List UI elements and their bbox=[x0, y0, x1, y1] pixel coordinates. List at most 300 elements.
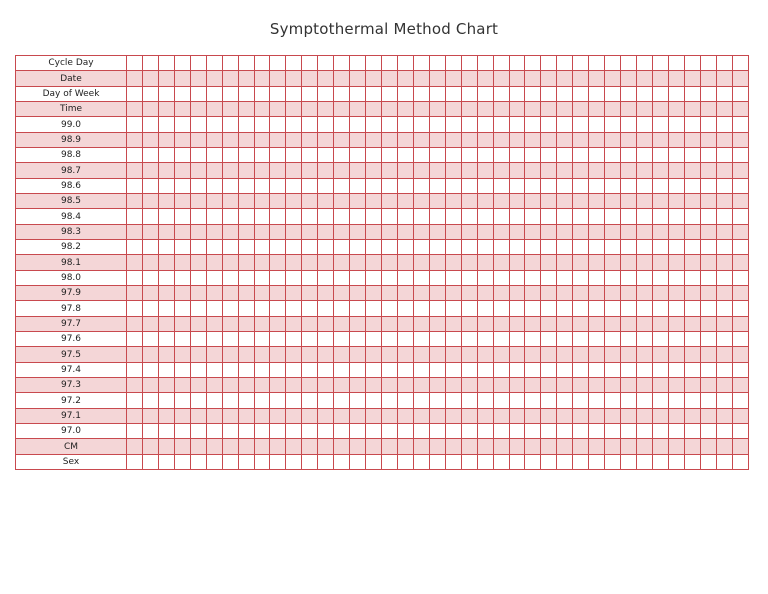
day-cell[interactable] bbox=[732, 286, 748, 301]
day-cell[interactable] bbox=[509, 271, 525, 286]
day-cell[interactable] bbox=[286, 378, 302, 393]
day-cell[interactable] bbox=[557, 455, 573, 470]
day-cell[interactable] bbox=[589, 393, 605, 409]
day-cell[interactable] bbox=[158, 255, 174, 271]
day-cell[interactable] bbox=[652, 179, 668, 194]
day-cell[interactable] bbox=[541, 163, 557, 179]
day-cell[interactable] bbox=[238, 424, 254, 439]
day-cell[interactable] bbox=[637, 409, 653, 424]
day-cell[interactable] bbox=[190, 332, 206, 347]
day-cell[interactable] bbox=[732, 255, 748, 271]
day-cell[interactable] bbox=[461, 240, 477, 255]
day-cell[interactable] bbox=[318, 439, 334, 455]
day-cell[interactable] bbox=[700, 455, 716, 470]
day-cell[interactable] bbox=[573, 424, 589, 439]
day-cell[interactable] bbox=[700, 209, 716, 225]
day-cell[interactable] bbox=[222, 71, 238, 87]
day-cell[interactable] bbox=[382, 409, 398, 424]
day-cell[interactable] bbox=[700, 179, 716, 194]
day-cell[interactable] bbox=[732, 102, 748, 117]
day-cell[interactable] bbox=[589, 332, 605, 347]
day-cell[interactable] bbox=[254, 71, 270, 87]
day-cell[interactable] bbox=[541, 71, 557, 87]
day-cell[interactable] bbox=[302, 133, 318, 148]
day-cell[interactable] bbox=[382, 393, 398, 409]
day-cell[interactable] bbox=[445, 393, 461, 409]
day-cell[interactable] bbox=[493, 301, 509, 317]
day-cell[interactable] bbox=[493, 117, 509, 133]
day-cell[interactable] bbox=[318, 271, 334, 286]
day-cell[interactable] bbox=[286, 317, 302, 332]
day-cell[interactable] bbox=[509, 378, 525, 393]
day-cell[interactable] bbox=[573, 117, 589, 133]
day-cell[interactable] bbox=[206, 378, 222, 393]
day-cell[interactable] bbox=[174, 286, 190, 301]
day-cell[interactable] bbox=[429, 209, 445, 225]
day-cell[interactable] bbox=[350, 56, 366, 71]
day-cell[interactable] bbox=[318, 347, 334, 363]
day-cell[interactable] bbox=[254, 209, 270, 225]
day-cell[interactable] bbox=[621, 347, 637, 363]
day-cell[interactable] bbox=[589, 271, 605, 286]
day-cell[interactable] bbox=[397, 56, 413, 71]
day-cell[interactable] bbox=[350, 393, 366, 409]
day-cell[interactable] bbox=[700, 148, 716, 163]
day-cell[interactable] bbox=[541, 439, 557, 455]
day-cell[interactable] bbox=[477, 347, 493, 363]
day-cell[interactable] bbox=[605, 148, 621, 163]
day-cell[interactable] bbox=[445, 363, 461, 378]
day-cell[interactable] bbox=[286, 363, 302, 378]
day-cell[interactable] bbox=[637, 286, 653, 301]
day-cell[interactable] bbox=[477, 255, 493, 271]
day-cell[interactable] bbox=[668, 194, 684, 209]
day-cell[interactable] bbox=[589, 347, 605, 363]
day-cell[interactable] bbox=[461, 286, 477, 301]
day-cell[interactable] bbox=[302, 332, 318, 347]
day-cell[interactable] bbox=[525, 301, 541, 317]
day-cell[interactable] bbox=[652, 194, 668, 209]
day-cell[interactable] bbox=[222, 225, 238, 240]
day-cell[interactable] bbox=[652, 209, 668, 225]
day-cell[interactable] bbox=[158, 455, 174, 470]
day-cell[interactable] bbox=[397, 179, 413, 194]
day-cell[interactable] bbox=[509, 317, 525, 332]
day-cell[interactable] bbox=[477, 71, 493, 87]
day-cell[interactable] bbox=[477, 117, 493, 133]
day-cell[interactable] bbox=[270, 409, 286, 424]
day-cell[interactable] bbox=[445, 286, 461, 301]
day-cell[interactable] bbox=[206, 255, 222, 271]
day-cell[interactable] bbox=[557, 393, 573, 409]
day-cell[interactable] bbox=[190, 102, 206, 117]
day-cell[interactable] bbox=[509, 332, 525, 347]
day-cell[interactable] bbox=[270, 286, 286, 301]
day-cell[interactable] bbox=[652, 455, 668, 470]
day-cell[interactable] bbox=[509, 56, 525, 71]
day-cell[interactable] bbox=[461, 347, 477, 363]
day-cell[interactable] bbox=[525, 102, 541, 117]
day-cell[interactable] bbox=[493, 271, 509, 286]
day-cell[interactable] bbox=[589, 102, 605, 117]
day-cell[interactable] bbox=[397, 332, 413, 347]
day-cell[interactable] bbox=[477, 148, 493, 163]
day-cell[interactable] bbox=[557, 271, 573, 286]
day-cell[interactable] bbox=[573, 286, 589, 301]
day-cell[interactable] bbox=[366, 71, 382, 87]
day-cell[interactable] bbox=[509, 301, 525, 317]
day-cell[interactable] bbox=[477, 439, 493, 455]
day-cell[interactable] bbox=[190, 378, 206, 393]
day-cell[interactable] bbox=[350, 255, 366, 271]
day-cell[interactable] bbox=[429, 240, 445, 255]
day-cell[interactable] bbox=[413, 439, 429, 455]
day-cell[interactable] bbox=[493, 332, 509, 347]
day-cell[interactable] bbox=[286, 225, 302, 240]
day-cell[interactable] bbox=[366, 240, 382, 255]
day-cell[interactable] bbox=[621, 255, 637, 271]
day-cell[interactable] bbox=[206, 102, 222, 117]
day-cell[interactable] bbox=[238, 163, 254, 179]
day-cell[interactable] bbox=[541, 378, 557, 393]
day-cell[interactable] bbox=[254, 87, 270, 102]
day-cell[interactable] bbox=[684, 56, 700, 71]
day-cell[interactable] bbox=[477, 56, 493, 71]
day-cell[interactable] bbox=[684, 71, 700, 87]
day-cell[interactable] bbox=[413, 56, 429, 71]
day-cell[interactable] bbox=[557, 240, 573, 255]
day-cell[interactable] bbox=[652, 117, 668, 133]
day-cell[interactable] bbox=[509, 409, 525, 424]
day-cell[interactable] bbox=[477, 393, 493, 409]
day-cell[interactable] bbox=[397, 409, 413, 424]
day-cell[interactable] bbox=[270, 393, 286, 409]
day-cell[interactable] bbox=[716, 286, 732, 301]
day-cell[interactable] bbox=[589, 255, 605, 271]
day-cell[interactable] bbox=[302, 225, 318, 240]
day-cell[interactable] bbox=[238, 378, 254, 393]
day-cell[interactable] bbox=[222, 424, 238, 439]
day-cell[interactable] bbox=[525, 194, 541, 209]
day-cell[interactable] bbox=[541, 363, 557, 378]
day-cell[interactable] bbox=[190, 271, 206, 286]
day-cell[interactable] bbox=[222, 117, 238, 133]
day-cell[interactable] bbox=[684, 209, 700, 225]
day-cell[interactable] bbox=[238, 56, 254, 71]
day-cell[interactable] bbox=[286, 148, 302, 163]
day-cell[interactable] bbox=[413, 148, 429, 163]
day-cell[interactable] bbox=[637, 347, 653, 363]
day-cell[interactable] bbox=[286, 87, 302, 102]
day-cell[interactable] bbox=[222, 102, 238, 117]
day-cell[interactable] bbox=[174, 56, 190, 71]
day-cell[interactable] bbox=[621, 240, 637, 255]
day-cell[interactable] bbox=[637, 71, 653, 87]
day-cell[interactable] bbox=[318, 286, 334, 301]
day-cell[interactable] bbox=[652, 409, 668, 424]
day-cell[interactable] bbox=[525, 409, 541, 424]
day-cell[interactable] bbox=[477, 424, 493, 439]
day-cell[interactable] bbox=[493, 286, 509, 301]
day-cell[interactable] bbox=[509, 117, 525, 133]
day-cell[interactable] bbox=[238, 87, 254, 102]
day-cell[interactable] bbox=[238, 102, 254, 117]
day-cell[interactable] bbox=[700, 71, 716, 87]
day-cell[interactable] bbox=[445, 56, 461, 71]
day-cell[interactable] bbox=[397, 301, 413, 317]
day-cell[interactable] bbox=[127, 286, 143, 301]
day-cell[interactable] bbox=[573, 225, 589, 240]
day-cell[interactable] bbox=[493, 424, 509, 439]
day-cell[interactable] bbox=[732, 56, 748, 71]
day-cell[interactable] bbox=[334, 393, 350, 409]
day-cell[interactable] bbox=[366, 225, 382, 240]
day-cell[interactable] bbox=[413, 102, 429, 117]
day-cell[interactable] bbox=[382, 332, 398, 347]
day-cell[interactable] bbox=[700, 439, 716, 455]
day-cell[interactable] bbox=[477, 179, 493, 194]
day-cell[interactable] bbox=[732, 225, 748, 240]
day-cell[interactable] bbox=[158, 363, 174, 378]
day-cell[interactable] bbox=[621, 271, 637, 286]
day-cell[interactable] bbox=[382, 225, 398, 240]
day-cell[interactable] bbox=[270, 347, 286, 363]
day-cell[interactable] bbox=[652, 240, 668, 255]
day-cell[interactable] bbox=[652, 317, 668, 332]
day-cell[interactable] bbox=[637, 225, 653, 240]
day-cell[interactable] bbox=[206, 301, 222, 317]
day-cell[interactable] bbox=[652, 347, 668, 363]
day-cell[interactable] bbox=[127, 240, 143, 255]
day-cell[interactable] bbox=[222, 271, 238, 286]
day-cell[interactable] bbox=[350, 133, 366, 148]
day-cell[interactable] bbox=[142, 393, 158, 409]
day-cell[interactable] bbox=[413, 255, 429, 271]
day-cell[interactable] bbox=[477, 271, 493, 286]
day-cell[interactable] bbox=[429, 347, 445, 363]
day-cell[interactable] bbox=[350, 194, 366, 209]
day-cell[interactable] bbox=[382, 194, 398, 209]
day-cell[interactable] bbox=[366, 393, 382, 409]
day-cell[interactable] bbox=[142, 148, 158, 163]
day-cell[interactable] bbox=[589, 409, 605, 424]
day-cell[interactable] bbox=[222, 133, 238, 148]
day-cell[interactable] bbox=[716, 117, 732, 133]
day-cell[interactable] bbox=[174, 87, 190, 102]
day-cell[interactable] bbox=[668, 56, 684, 71]
day-cell[interactable] bbox=[477, 286, 493, 301]
day-cell[interactable] bbox=[174, 255, 190, 271]
day-cell[interactable] bbox=[366, 163, 382, 179]
day-cell[interactable] bbox=[589, 133, 605, 148]
day-cell[interactable] bbox=[174, 455, 190, 470]
day-cell[interactable] bbox=[238, 286, 254, 301]
day-cell[interactable] bbox=[413, 363, 429, 378]
day-cell[interactable] bbox=[318, 225, 334, 240]
day-cell[interactable] bbox=[270, 424, 286, 439]
day-cell[interactable] bbox=[700, 301, 716, 317]
day-cell[interactable] bbox=[716, 179, 732, 194]
day-cell[interactable] bbox=[573, 209, 589, 225]
day-cell[interactable] bbox=[732, 317, 748, 332]
day-cell[interactable] bbox=[621, 71, 637, 87]
day-cell[interactable] bbox=[174, 393, 190, 409]
day-cell[interactable] bbox=[190, 317, 206, 332]
day-cell[interactable] bbox=[668, 209, 684, 225]
day-cell[interactable] bbox=[174, 409, 190, 424]
day-cell[interactable] bbox=[684, 133, 700, 148]
day-cell[interactable] bbox=[589, 194, 605, 209]
day-cell[interactable] bbox=[637, 240, 653, 255]
day-cell[interactable] bbox=[541, 286, 557, 301]
day-cell[interactable] bbox=[382, 317, 398, 332]
day-cell[interactable] bbox=[605, 301, 621, 317]
day-cell[interactable] bbox=[684, 286, 700, 301]
day-cell[interactable] bbox=[158, 71, 174, 87]
day-cell[interactable] bbox=[668, 286, 684, 301]
day-cell[interactable] bbox=[477, 194, 493, 209]
day-cell[interactable] bbox=[732, 363, 748, 378]
day-cell[interactable] bbox=[318, 71, 334, 87]
day-cell[interactable] bbox=[445, 240, 461, 255]
day-cell[interactable] bbox=[525, 455, 541, 470]
day-cell[interactable] bbox=[302, 209, 318, 225]
day-cell[interactable] bbox=[716, 424, 732, 439]
day-cell[interactable] bbox=[605, 317, 621, 332]
day-cell[interactable] bbox=[318, 409, 334, 424]
day-cell[interactable] bbox=[190, 301, 206, 317]
day-cell[interactable] bbox=[350, 225, 366, 240]
day-cell[interactable] bbox=[302, 393, 318, 409]
day-cell[interactable] bbox=[127, 255, 143, 271]
day-cell[interactable] bbox=[366, 56, 382, 71]
day-cell[interactable] bbox=[684, 194, 700, 209]
day-cell[interactable] bbox=[684, 347, 700, 363]
day-cell[interactable] bbox=[461, 148, 477, 163]
day-cell[interactable] bbox=[318, 87, 334, 102]
day-cell[interactable] bbox=[254, 301, 270, 317]
day-cell[interactable] bbox=[350, 301, 366, 317]
day-cell[interactable] bbox=[413, 286, 429, 301]
day-cell[interactable] bbox=[222, 240, 238, 255]
day-cell[interactable] bbox=[637, 209, 653, 225]
day-cell[interactable] bbox=[652, 71, 668, 87]
day-cell[interactable] bbox=[302, 179, 318, 194]
day-cell[interactable] bbox=[382, 455, 398, 470]
day-cell[interactable] bbox=[621, 332, 637, 347]
day-cell[interactable] bbox=[589, 363, 605, 378]
day-cell[interactable] bbox=[158, 301, 174, 317]
day-cell[interactable] bbox=[222, 317, 238, 332]
day-cell[interactable] bbox=[127, 409, 143, 424]
day-cell[interactable] bbox=[190, 409, 206, 424]
day-cell[interactable] bbox=[429, 102, 445, 117]
day-cell[interactable] bbox=[366, 455, 382, 470]
day-cell[interactable] bbox=[557, 117, 573, 133]
day-cell[interactable] bbox=[382, 255, 398, 271]
day-cell[interactable] bbox=[541, 209, 557, 225]
day-cell[interactable] bbox=[190, 194, 206, 209]
day-cell[interactable] bbox=[334, 209, 350, 225]
day-cell[interactable] bbox=[318, 363, 334, 378]
day-cell[interactable] bbox=[302, 409, 318, 424]
day-cell[interactable] bbox=[334, 286, 350, 301]
day-cell[interactable] bbox=[127, 102, 143, 117]
day-cell[interactable] bbox=[509, 347, 525, 363]
day-cell[interactable] bbox=[732, 301, 748, 317]
day-cell[interactable] bbox=[174, 117, 190, 133]
day-cell[interactable] bbox=[286, 133, 302, 148]
day-cell[interactable] bbox=[397, 133, 413, 148]
day-cell[interactable] bbox=[525, 148, 541, 163]
day-cell[interactable] bbox=[158, 117, 174, 133]
day-cell[interactable] bbox=[366, 209, 382, 225]
day-cell[interactable] bbox=[174, 378, 190, 393]
day-cell[interactable] bbox=[350, 209, 366, 225]
day-cell[interactable] bbox=[238, 225, 254, 240]
day-cell[interactable] bbox=[238, 194, 254, 209]
day-cell[interactable] bbox=[397, 209, 413, 225]
day-cell[interactable] bbox=[461, 363, 477, 378]
day-cell[interactable] bbox=[573, 255, 589, 271]
day-cell[interactable] bbox=[238, 332, 254, 347]
day-cell[interactable] bbox=[382, 363, 398, 378]
day-cell[interactable] bbox=[668, 87, 684, 102]
day-cell[interactable] bbox=[684, 117, 700, 133]
day-cell[interactable] bbox=[222, 363, 238, 378]
day-cell[interactable] bbox=[397, 117, 413, 133]
day-cell[interactable] bbox=[142, 363, 158, 378]
day-cell[interactable] bbox=[589, 209, 605, 225]
day-cell[interactable] bbox=[350, 363, 366, 378]
day-cell[interactable] bbox=[668, 455, 684, 470]
day-cell[interactable] bbox=[142, 102, 158, 117]
day-cell[interactable] bbox=[429, 133, 445, 148]
day-cell[interactable] bbox=[254, 363, 270, 378]
day-cell[interactable] bbox=[652, 56, 668, 71]
day-cell[interactable] bbox=[302, 255, 318, 271]
day-cell[interactable] bbox=[493, 163, 509, 179]
day-cell[interactable] bbox=[509, 133, 525, 148]
day-cell[interactable] bbox=[413, 409, 429, 424]
day-cell[interactable] bbox=[573, 317, 589, 332]
day-cell[interactable] bbox=[557, 179, 573, 194]
day-cell[interactable] bbox=[413, 117, 429, 133]
day-cell[interactable] bbox=[142, 286, 158, 301]
day-cell[interactable] bbox=[525, 87, 541, 102]
day-cell[interactable] bbox=[350, 102, 366, 117]
day-cell[interactable] bbox=[605, 179, 621, 194]
day-cell[interactable] bbox=[637, 163, 653, 179]
day-cell[interactable] bbox=[286, 240, 302, 255]
day-cell[interactable] bbox=[668, 71, 684, 87]
day-cell[interactable] bbox=[525, 393, 541, 409]
day-cell[interactable] bbox=[541, 332, 557, 347]
day-cell[interactable] bbox=[429, 286, 445, 301]
day-cell[interactable] bbox=[605, 363, 621, 378]
day-cell[interactable] bbox=[429, 117, 445, 133]
day-cell[interactable] bbox=[397, 393, 413, 409]
day-cell[interactable] bbox=[461, 317, 477, 332]
day-cell[interactable] bbox=[652, 301, 668, 317]
day-cell[interactable] bbox=[541, 424, 557, 439]
day-cell[interactable] bbox=[382, 439, 398, 455]
day-cell[interactable] bbox=[493, 317, 509, 332]
day-cell[interactable] bbox=[158, 87, 174, 102]
day-cell[interactable] bbox=[350, 455, 366, 470]
day-cell[interactable] bbox=[621, 117, 637, 133]
day-cell[interactable] bbox=[589, 439, 605, 455]
